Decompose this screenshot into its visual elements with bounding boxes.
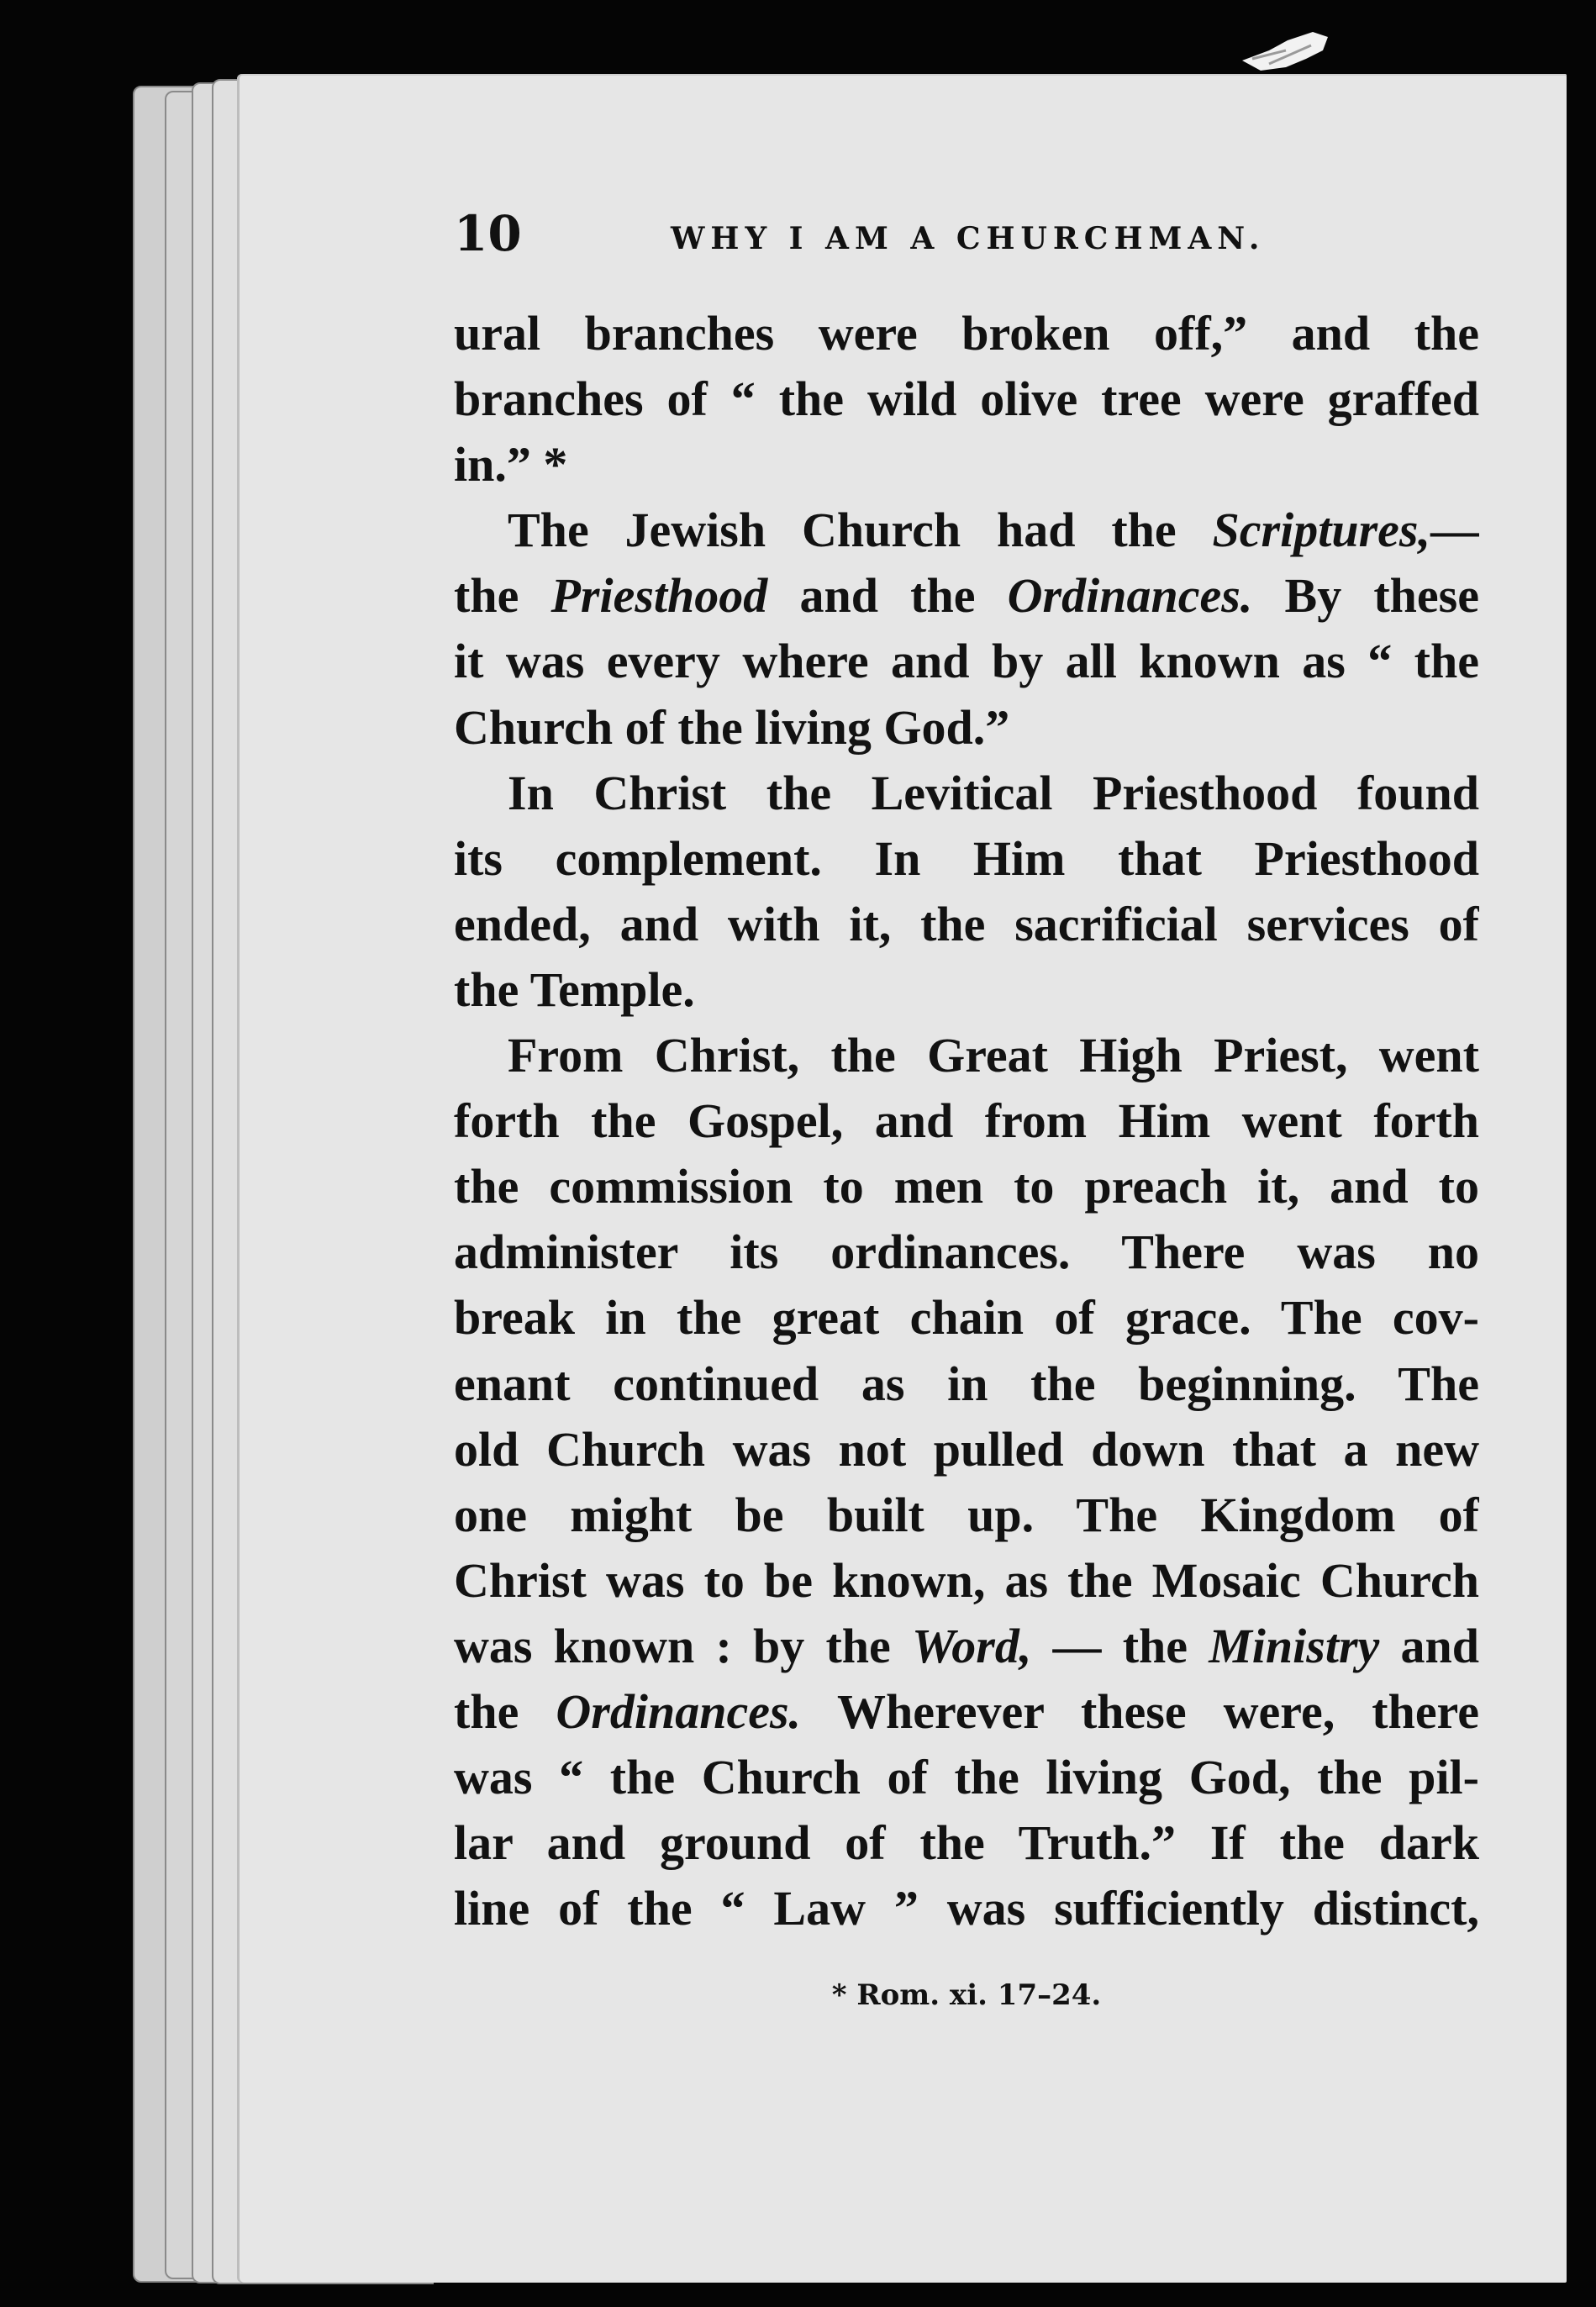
text-run: Church of the living God.” bbox=[454, 699, 1010, 755]
text-line bbox=[454, 1417, 1479, 1483]
text-run: the bbox=[454, 568, 551, 624]
italic-text: Priesthood bbox=[550, 568, 768, 624]
text-line bbox=[454, 1154, 1479, 1219]
text-run: and the bbox=[767, 568, 1008, 624]
body-text bbox=[454, 301, 1479, 1941]
text-run: forth the Gospel, and from Him went forth bbox=[454, 1093, 1479, 1149]
text-line bbox=[454, 563, 1479, 629]
text-line bbox=[454, 761, 1479, 826]
text-line bbox=[454, 1810, 1479, 1876]
text-line bbox=[454, 1876, 1479, 1941]
italic-text: Ministry bbox=[1209, 1618, 1380, 1673]
text-run: the commission to men to preach it, and to bbox=[454, 1159, 1479, 1214]
text-line bbox=[454, 826, 1479, 892]
text-run: branches of “ the wild olive tree were graffed bbox=[454, 371, 1479, 427]
text-line bbox=[454, 892, 1479, 957]
text-run: Christ was to be known, as the Mosaic Church bbox=[454, 1552, 1479, 1608]
text-line bbox=[454, 1219, 1479, 1285]
running-title: WHY I AM A CHURCHMAN. bbox=[671, 221, 1266, 256]
text-run: ended, and with it, the sacrificial services of bbox=[454, 896, 1479, 951]
text-run: break in the great chain of grace. The cov- bbox=[454, 1290, 1479, 1346]
text-line bbox=[454, 301, 1479, 366]
text-line bbox=[454, 366, 1479, 432]
paper-tab-mark bbox=[1235, 25, 1336, 76]
text-line bbox=[454, 1023, 1479, 1088]
text-run: ural branches were broken off,” and the bbox=[454, 306, 1479, 361]
italic-text: Ordinances. bbox=[556, 1683, 802, 1739]
text-line bbox=[454, 1285, 1479, 1351]
text-run: old Church was not pulled down that a new bbox=[454, 1421, 1479, 1477]
text-run: one might be built up. The Kingdom of bbox=[454, 1487, 1479, 1542]
text-run: was “ the Church of the living God, the pil- bbox=[454, 1750, 1479, 1805]
text-run: was known : by the bbox=[454, 1618, 912, 1673]
text-run: line of the “ Law ” was sufficiently distinct, bbox=[454, 1881, 1479, 1936]
text-line bbox=[454, 1548, 1479, 1614]
text-line bbox=[454, 432, 1479, 498]
text-run: — bbox=[1430, 503, 1479, 558]
text-run: Wherever these were, there bbox=[801, 1683, 1479, 1739]
text-run: it was every where and by all known as “ the bbox=[454, 634, 1479, 689]
text-run: the bbox=[454, 1683, 556, 1739]
text-run: administer its ordinances. There was no bbox=[454, 1225, 1479, 1280]
text-line bbox=[454, 498, 1479, 563]
text-run: In Christ the Levitical Priesthood found bbox=[508, 765, 1479, 820]
text-line bbox=[454, 695, 1479, 761]
italic-text: Ordinances. bbox=[1007, 568, 1253, 624]
text-line bbox=[454, 1614, 1479, 1679]
footnote: * Rom. xi. 17–24. bbox=[831, 1978, 1102, 2012]
text-run: enant continued as in the beginning. The bbox=[454, 1356, 1479, 1411]
text-run: and bbox=[1379, 1618, 1479, 1673]
text-line bbox=[454, 1483, 1479, 1548]
text-line bbox=[454, 1679, 1479, 1745]
text-run: in.” * bbox=[454, 437, 568, 492]
text-run: lar and ground of the Truth.” If the dark bbox=[454, 1815, 1479, 1871]
running-header bbox=[454, 205, 1479, 267]
text-line bbox=[454, 1351, 1479, 1417]
text-run: — the bbox=[1031, 1618, 1209, 1673]
text-run: The Jewish Church had the bbox=[508, 503, 1213, 558]
text-run: By these bbox=[1252, 568, 1479, 624]
italic-text: Scriptures, bbox=[1212, 503, 1430, 558]
text-line bbox=[454, 1745, 1479, 1810]
italic-text: Word, bbox=[911, 1618, 1032, 1673]
text-line bbox=[454, 957, 1479, 1023]
text-run: the Temple. bbox=[454, 961, 695, 1017]
page-number: 10 bbox=[454, 205, 522, 262]
text-run: its complement. In Him that Priesthood bbox=[454, 830, 1479, 886]
text-line bbox=[454, 1088, 1479, 1154]
text-run: From Christ, the Great High Priest, went bbox=[508, 1028, 1479, 1083]
text-line bbox=[454, 629, 1479, 694]
